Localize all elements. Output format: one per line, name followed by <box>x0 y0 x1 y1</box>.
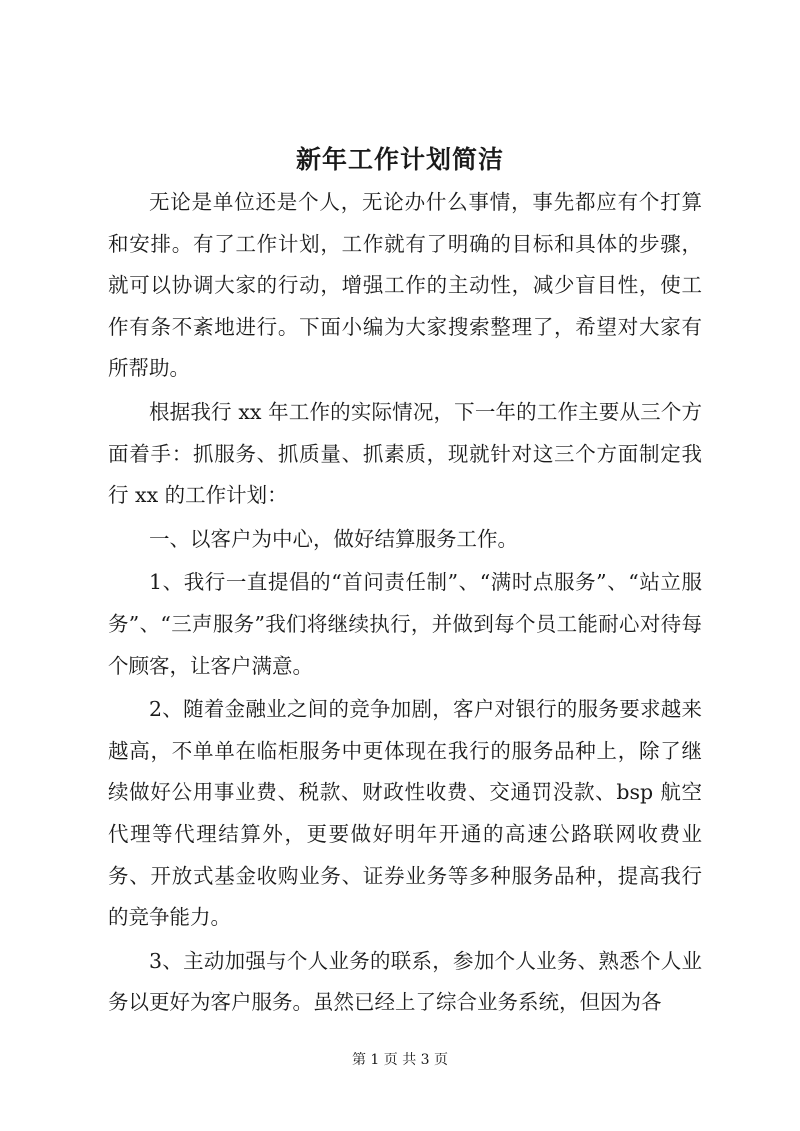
paragraph-item-3: 3、主动加强与个人业务的联系，参加个人业务、熟悉个人业务以更好为客户服务。虽然已经上了综合业务系统，但因为各 <box>108 948 702 1015</box>
document-title: 新年工作计划简洁 <box>295 145 504 174</box>
document-body <box>108 182 702 1026</box>
page-number-footer: 第 1 页 共 3 页 <box>351 1052 449 1068</box>
paragraph-item-2: 2、随着金融业之间的竞争加剧，客户对银行的服务要求越来越高，不单单在临柜服务中更体现在我行的服务品种上，除了继续做好公用事业费、税款、财政性收费、交通罚没款、bsp 航空代理等代理结算外，更要做好明年开通的高速公路联网收费业务、开放式基金收购业务、证券业务等多种服务品种，提高我行的竞争能力。 <box>108 697 702 930</box>
paragraph-item-1: 1、我行一直提倡的“首问责任制”、“满时点服务”、“站立服务”、“三声服务”我们将继续执行，并做到每个员工能耐心对待每个顾客，让客户满意。 <box>108 570 702 678</box>
paragraph-intro: 无论是单位还是个人，无论办什么事情，事先都应有个打算和安排。有了工作计划，工作就有了明确的目标和具体的步骤，就可以协调大家的行动，增强工作的主动性，减少盲目性，使工作有条不紊地进行。下面小编为大家搜索整理了，希望对大家有所帮助。 <box>108 190 702 381</box>
paragraph-overview: 根据我行 xx 年工作的实际情况，下一年的工作主要从三个方面着手：抓服务、抓质量、抓素质，现就针对这三个方面制定我行 xx 的工作计划： <box>108 399 702 508</box>
section-heading-1: 一、以客户为中心，做好结算服务工作。 <box>149 526 518 551</box>
